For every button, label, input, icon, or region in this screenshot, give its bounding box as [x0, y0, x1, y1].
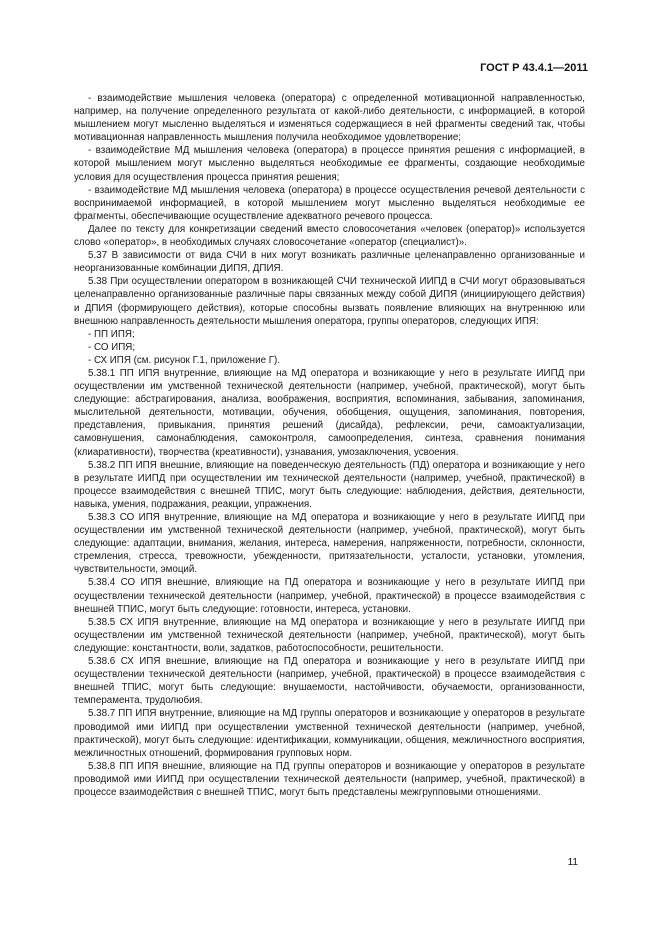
paragraph: 5.38.2 ПП ИПЯ внешние, влияющие на поведенческую деятельность (ПД) оператора и возникающие у него в результате ИИПД при осуществлении им технической деятельности (например, учебной, практической) в процессе взаимодействия с внешней ТПИС, могут быть следующие: наблюдения, действия, деятельности, навыка, умения, подражания, реакции, упражнения.: [74, 459, 585, 510]
list-item: - ПП ИПЯ;: [88, 328, 135, 340]
page-number: 11: [567, 857, 578, 868]
paragraph: - взаимодействие мышления человека (оператора) с определенной мотивационной направленностью, например, на получение определенного результата от какой-либо деятельности, с информацией, в которой мышлением могут мысленно выделяться и изменяться содержащиеся в ней фрагменты сведений так, чтобы мотивационная направленность мышления получила необходимое удовлетворение;: [74, 93, 585, 144]
paragraph: 5.38.7 ПП ИПЯ внутренние, влияющие на МД группы операторов и возникающие у операторов в результате проводимой ими ИИПД при осуществлении умственной технической деятельности (например, учебной, практической), могут быть следующие: идентификации, коммуникации, общения, межличностного восприятия, межличностных отношений, формирования групповых норм.: [74, 708, 585, 759]
paragraph: 5.38.1 ПП ИПЯ внутренние, влияющие на МД оператора и возникающие у него в результате ИИПД при осуществлении им умственной технической деятельности (например, учебной, практической), могут быть следующие: абстрагирования, анализа, воображения, восприятия, вспоминания, забывания, запоминания, мыслительной деятельности, мотивации, обучения, обобщения, ощущения, запоминания, повторения, представления, привыкания, принятия решений (дисайда), рефлексии, речи, самоактуализации, самовнушения, самонаблюдения, самоконтроля, самоопределения, синтеза, сравнения понимания (клиаративности), творчества (креативности), узнавания, умозаключения, усвоения.: [74, 367, 585, 458]
paragraph: 5.37 В зависимости от вида СЧИ в них могут возникать различные целенаправленно организованные и неорганизованные комбинации ДИПЯ, ДПИЯ.: [74, 250, 585, 275]
paragraph: 5.38.6 СХ ИПЯ внешние, влияющие на ПД оператора и возникающие у него в результате ИИПД при осуществлении технической деятельности (например, учебной, практической) в процессе взаимодействия с внешней ТПИС, могут быть следующие: внушаемости, настойчивости, обучаемости, организованности, темперамента, трудолюбия.: [74, 656, 585, 707]
list-item: - СХ ИПЯ (см. рисунок Г.1, приложение Г).: [88, 354, 281, 366]
paragraph: Далее по тексту для конкретизации сведений вместо словосочетания «человек (оператор)» используется слово «оператор», в необходимых случаях словосочетание «оператор (специалист)».: [74, 223, 585, 249]
paragraph: 5.38.8 ПП ИПЯ внешние, влияющие на ПД группы операторов и возникающие у операторов в результате проводимой ими ИИПД при осуществлении технической деятельности (например, учебной, практической) в процессе взаимодействия с внешней ТПИС, могут быть представлены межгрупповыми отношениями.: [74, 760, 585, 798]
paragraph: 5.38.3 СО ИПЯ внутренние, влияющие на МД оператора и возникающие у него в результате ИИПД при осуществлении им умственной технической деятельности (например, учебной, практической), могут быть следующие: адаптации, внимания, желания, интереса, намерения, напряженности, потребности, склонности, стремления, стресса, тревожности, убежденности, притязательности, усталости, установки, утомления, чувствительности, эмоций.: [74, 512, 585, 576]
paragraph: 5.38.5 СХ ИПЯ внутренние, влияющие на МД оператора и возникающие у него в результате ИИПД при осуществлении им умственной технической деятельности (например, учебной, практической), могут быть следующие: константности, воли, задатков, работоспособности, решительности.: [74, 616, 585, 654]
paragraph: - взаимодействие МД мышления человека (оператора) в процессе принятия решения с информацией, в которой мышлением могут мысленно выделяться необходимые ее фрагменты, создающие необходимые условия для осуществления процесса принятия решения;: [74, 145, 585, 183]
paragraph: 5.38.4 СО ИПЯ внешние, влияющие на ПД оператора и возникающие у него в результате ИИПД при осуществлении технической деятельности (например, учебной, практической) в процессе взаимодействия с внешней ТПИС, могут быть следующие: готовности, интереса, установки.: [74, 577, 585, 615]
paragraph: 5.38 При осуществлении оператором в возникающей СЧИ технической ИИПД в СЧИ могут образовываться целенаправленно организованные различные пары связанных между собой ДИПЯ (инициирующего действия) и ДПИЯ (формирующего действия), которые способны вызвать появление влияющих на внутреннюю или внешнюю направленность деятельности мышления оператора, группы операторов, следующих ИПЯ:: [74, 276, 585, 327]
standard-code-header: ГОСТ Р 43.4.1—2011: [480, 62, 588, 74]
body-text: [74, 92, 585, 799]
list-item: - СО ИПЯ;: [88, 341, 136, 353]
paragraph: - взаимодействие МД мышления человека (оператора) в процессе осуществления речевой деятельности с воспринимаемой информацией, в которой мышлением могут мысленно выделяться необходимые ее фрагменты, обеспечивающие осуществление адекватного речевого процесса.: [74, 184, 585, 222]
